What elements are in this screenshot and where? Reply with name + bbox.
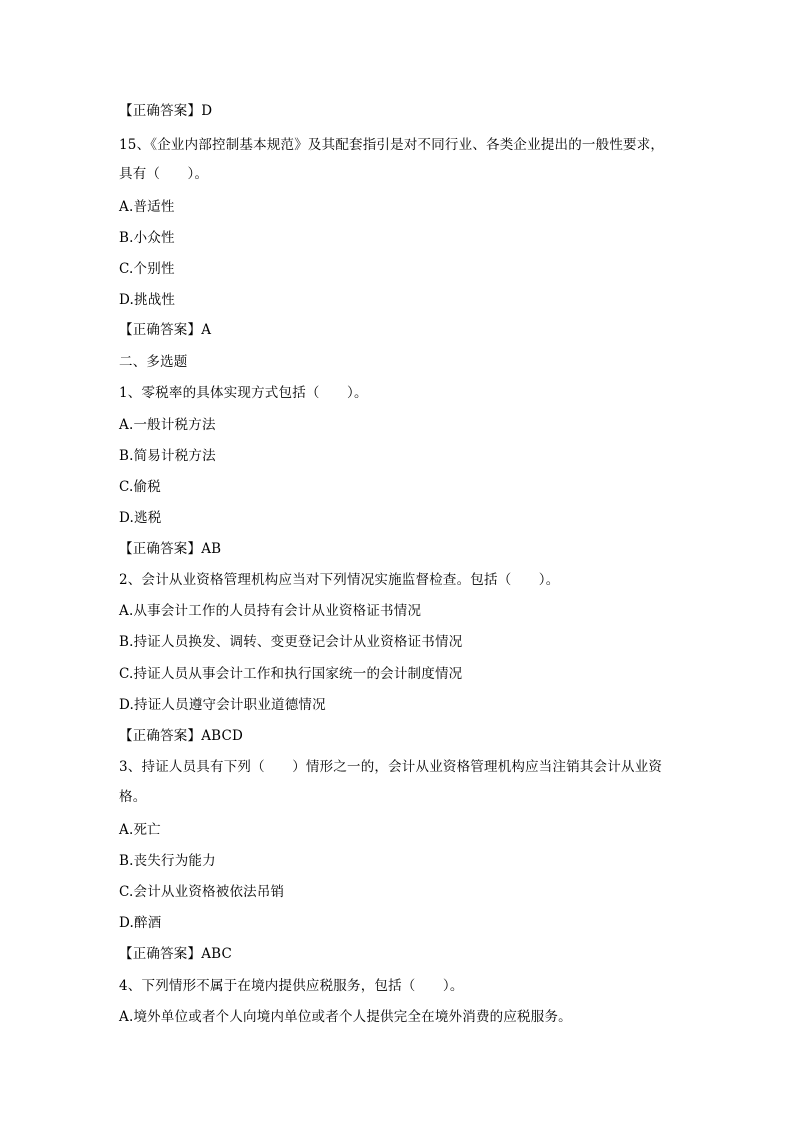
option-line: A.死亡 <box>119 822 161 838</box>
option-line: A.一般计税方法 <box>119 417 216 433</box>
answer-line: 【正确答案】D <box>119 103 213 119</box>
answer-line: 【正确答案】AB <box>119 541 222 557</box>
option-line: C.持证人员从事会计工作和执行国家统一的会计制度情况 <box>119 666 463 682</box>
answer-line: 【正确答案】ABC <box>119 946 233 962</box>
option-line: A.境外单位或者个人向境内单位或者个人提供完全在境外消费的应税服务。 <box>119 1009 572 1025</box>
question-line: 1、零税率的具体实现方式包括（ ）。 <box>119 385 368 401</box>
option-line: B.丧失行为能力 <box>119 853 216 869</box>
option-line: B.持证人员换发、调转、变更登记会计从业资格证书情况 <box>119 634 463 650</box>
question-line: 2、会计从业资格管理机构应当对下列情况实施监督检查。包括（ ）。 <box>119 572 560 588</box>
option-line: C.会计从业资格被依法吊销 <box>119 884 285 900</box>
option-line: C.偷税 <box>119 479 161 495</box>
option-line: C.个别性 <box>119 261 175 277</box>
option-line: A.普适性 <box>119 199 175 215</box>
question-line: 3、持证人员具有下列（ ）情形之一的，会计从业资格管理机构应当注销其会计从业资 <box>119 759 663 775</box>
option-line: D.挑战性 <box>119 292 176 308</box>
option-line: A.从事会计工作的人员持有会计从业资格证书情况 <box>119 603 422 619</box>
option-line: D.逃税 <box>119 510 162 526</box>
section-heading: 二、多选题 <box>119 354 188 370</box>
question-line: 格。 <box>119 789 147 805</box>
answer-line: 【正确答案】ABCD <box>119 728 244 744</box>
answer-line: 【正确答案】A <box>119 322 212 338</box>
question-line: 15、《企业内部控制基本规范》及其配套指引是对不同行业、各类企业提出的一般性要求， <box>119 137 665 153</box>
question-line: 4、下列情形不属于在境内提供应税服务，包括（ ）。 <box>119 978 464 994</box>
option-line: D.持证人员遵守会计职业道德情况 <box>119 697 326 713</box>
question-line: 具有（ ）。 <box>119 166 209 182</box>
option-line: B.小众性 <box>119 230 175 246</box>
option-line: B.简易计税方法 <box>119 448 216 464</box>
option-line: D.醉酒 <box>119 915 162 931</box>
